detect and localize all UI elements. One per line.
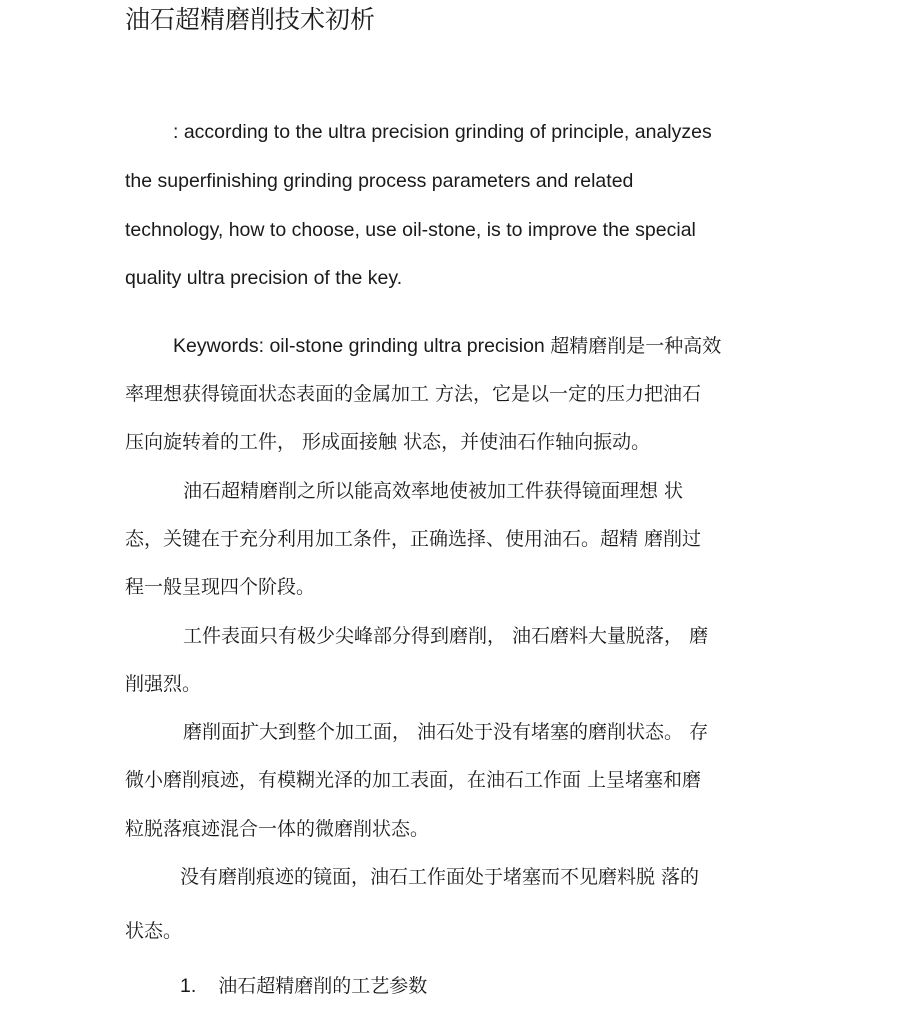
keywords-zh-start: 超精磨削是一种高效 [550, 335, 722, 357]
body-line: 工件表面只有极少尖峰部分得到磨削， 油石磨料大量脱落， 磨 [183, 625, 709, 647]
section-heading [180, 974, 427, 999]
body-line: 压向旋转着的工件， 形成面接触 状态，并使油石作轴向振动。 [125, 431, 651, 453]
body-line: 磨削面扩大到整个加工面， 油石处于没有堵塞的磨削状态。 存 [183, 721, 709, 743]
keywords-line [173, 334, 721, 359]
document-title: 油石超精磨削技术初析 [125, 5, 376, 34]
body-line: 程一般呈现四个阶段。 [125, 576, 316, 598]
body-line: 状态。 [125, 920, 183, 942]
abstract-line: the superfinishing grinding process parameters and related [125, 170, 634, 192]
abstract-line: : according to the ultra precision grinding of principle, analyzes [173, 121, 712, 143]
body-line: 率理想获得镜面状态表面的金属加工 方法，它是以一定的压力把油石 [125, 383, 702, 405]
abstract-line: technology, how to choose, use oil-stone, is to improve the special [125, 219, 696, 241]
section-number: 1. [180, 975, 197, 997]
keywords-label: Keywords: oil-stone grinding ultra precision [173, 335, 551, 357]
body-line: 油石超精磨削之所以能高效率地使被加工件获得镜面理想 状 [183, 480, 684, 502]
abstract-line: quality ultra precision of the key. [125, 267, 403, 289]
body-line: 态，关键在于充分利用加工条件，正确选择、使用油石。超精 磨削过 [125, 528, 702, 550]
body-line: 削强烈。 [125, 673, 202, 695]
body-line: 微小磨削痕迹，有模糊光泽的加工表面，在油石工作面 上呈堵塞和磨 [125, 769, 702, 791]
body-line: 粒脱落痕迹混合一体的微磨削状态。 [125, 818, 430, 840]
body-line: 没有磨削痕迹的镜面，油石工作面处于堵塞而不见磨料脱 落的 [180, 866, 700, 888]
section-title: 油石超精磨削的工艺参数 [218, 975, 428, 997]
